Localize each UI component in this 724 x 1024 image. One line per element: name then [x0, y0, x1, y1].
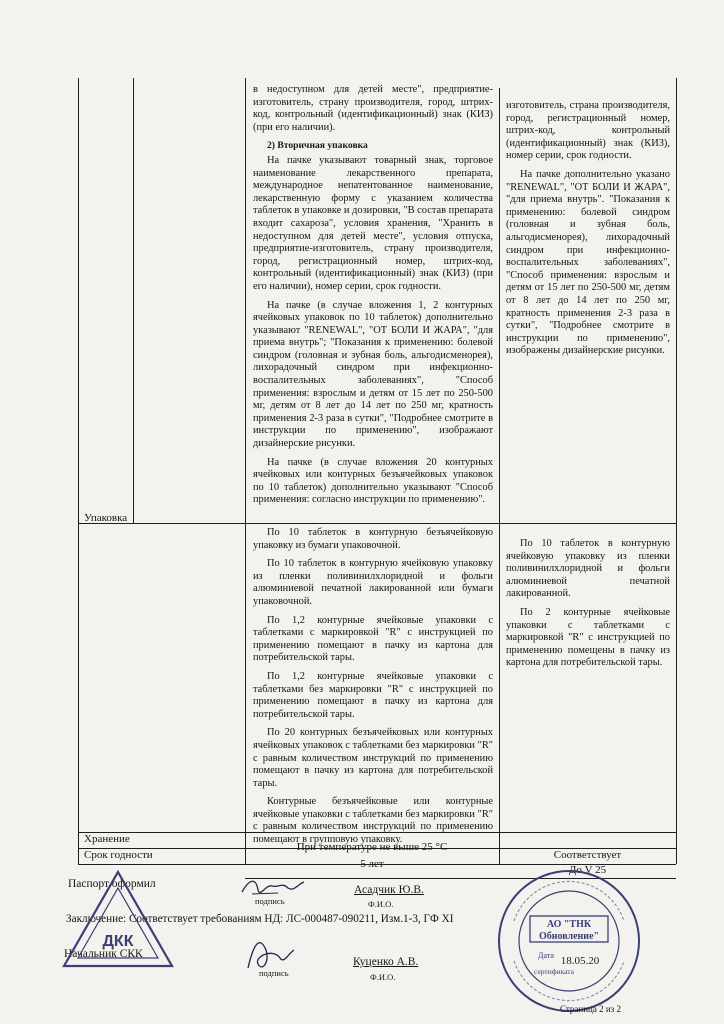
signer-2-fio-caption: Ф.И.О. [370, 972, 396, 982]
shelf-life-result: До V 25 [568, 864, 607, 876]
passport-issued-label: Паспорт оформил [68, 878, 156, 890]
company-seal [494, 866, 644, 1016]
labeling-requirement-paragraph: в недоступном для детей месте", предприятие-изготовитель, страну производителя, город, штрих-код, контрольный (идентификационный) знак (КИЗ) (при его наличии). [253, 84, 493, 133]
stamp-left-label: ДКК [102, 933, 134, 950]
packaging-requirement-paragraph: Контурные безъячейковые или контурные ячейковые упаковки с таблетками без маркировки "R" с равным количеством инструкций по применению помещают в групповую упаковку. [253, 796, 493, 846]
signer-1-fio-caption: Ф.И.О. [368, 899, 394, 909]
packaging-label: Упаковка [84, 512, 128, 524]
conclusion-text: Заключение: Соответствует требованиям НД: ЛС-000487-090211, Изм.1-3, ГФ XI [66, 913, 454, 925]
head-of-quality-label: Начальник СКК [64, 948, 143, 960]
packaging-requirement-paragraph: По 1,2 контурные ячейковые упаковки с таблетками с маркировкой "R" с инструкцией по применению помещают в пачку из картона для потребительской тары. [253, 614, 493, 664]
packaging-requirement-paragraph: По 10 таблеток в контурную ячейковую упаковку из пленки поливинилхлоридной и фольги алюминиевой печатной лакированной или бумаги упаковочной. [253, 558, 493, 607]
seal-cert-label: сертификата [534, 967, 574, 976]
signer-1-name: Асадчик Ю.В. [354, 884, 424, 896]
packaging-requirement-paragraph: По 1,2 контурные ячейковые упаковки с таблетками без маркировки "R" с инструкцией по применению помещают в пачку из картона для потребительской тары. [253, 670, 493, 720]
signature-2-caption: подпись [259, 968, 289, 978]
packaging-requirement-paragraph: По 20 контурных безъячейковых или контурных ячейковых упаковок с таблетками без маркировки "R" с равным количеством инструкций по применению помещают в пачку из картона для потребительской тары. [253, 727, 493, 789]
signature-1-caption: подпись [255, 896, 285, 906]
labeling-requirement-paragraph: На пачке (в случае вложения 20 контурных ячейковых или контурных безъячейковых упаковок по 10 таблеток) дополнительно указывают "Способ применения: согласно инструкции по применению". [253, 456, 493, 506]
labeling-result-paragraph: изготовитель, страна производителя, город, регистрационный номер, штрих-код, контрольный (идентификационный) знак (КИЗ), номер серии, срок годности. [506, 100, 670, 162]
table-divider-col1 [133, 78, 134, 523]
labeling-requirement-paragraph: На пачке указывают товарный знак, торговое наименование лекарственного препарата, международное непатентованное наименование, лекарственную форму с указанием количества таблеток в упаковке и дозировки, "В состав препарата входит сахароза", условия хранения, "Хранить в недоступном для детей месте", условия отпуска, предприятие-изготовитель, страну производителя, город, регистрационный номер, штрих-код, контрольный (идентификационный) знак (КИЗ) (при его наличии), номер серии, срок годности. [253, 154, 493, 292]
labeling-requirement-paragraph: 2) Вторичная упаковка [267, 140, 368, 152]
labeling-results-text [506, 100, 670, 380]
seal-line-2: Обновление" [538, 931, 600, 942]
packaging-requirements-text [253, 527, 493, 846]
packaging-requirement-paragraph: По 10 таблеток в контурную безъячейковую упаковку из бумаги упаковочной. [253, 527, 493, 551]
labeling-requirements-text [253, 84, 493, 516]
packaging-results-text [506, 538, 670, 678]
seal-date-value: 18.05.20 [560, 955, 600, 967]
packaging-result-paragraph: По 10 таблеток в контурную ячейковую упаковку из пленки поливинилхлоридной и фольги алюминиевой печатной лакированной. [506, 538, 670, 600]
storage-requirement: При температуре не выше 25 °С [296, 841, 448, 853]
table-divider-col2 [245, 78, 246, 864]
table-border-right [676, 78, 677, 864]
seal-date-label: Дата [538, 951, 554, 960]
packaging-result-paragraph: По 2 контурные ячейковые упаковки с таблетками с маркировкой "R" с инструкцией по применению помещены в пачку из картона для потребительской тары. [506, 606, 670, 669]
labeling-result-paragraph: На пачке дополнительно указано "RENEWAL", "ОТ БОЛИ И ЖАРА", "для приема внутрь". "Показания к применению: болевой синдром (головная и зубная боль, альгодисменорея), лихорадочный синдром при инфекционно-воспалительных заболеваниях", "Способ применения: взрослым и детям от 15 лет по 250-500 мг, детям от 8 лет до 14 лет по 250 мг, кратность применения 2-3 раза в сутки", "Подробнее смотрите в инструкции по применению", изображены дизайнерские рисунки. [506, 168, 670, 357]
storage-result: Соответствует [553, 849, 622, 861]
labeling-requirement-paragraph: На пачке (в случае вложения 1, 2 контурных ячейковых упаковок по 10 таблеток) дополнительно указывают "RENEWAL", "ОТ БОЛИ И ЖАРА", "для приема внутрь"; "Показания к применению: болевой синдром (головная и зубная боль, альгодисменорея), лихорадочный синдром при инфекционно-воспалительных заболеваниях", "Способ применения: взрослым и детям от 15 лет по 250-500 мг, детям от 8 лет до 14 лет по 250 мг, кратность применения 2-3 раза в сутки", "Подробнее смотрите в инструкции по применению", изображают дизайнерские рисунки. [253, 299, 493, 450]
shelf-life-label: Срок годности [84, 849, 153, 861]
page-number: Страница 2 из 2 [560, 1004, 621, 1014]
signer-2-name: Куценко А.В. [353, 956, 419, 968]
table-border-left [78, 78, 79, 864]
row-divider-packaging [78, 523, 676, 524]
shelf-life-requirement: 5 лет [360, 858, 384, 870]
table-divider-col3 [499, 88, 500, 864]
quality-control-stamp [58, 866, 178, 976]
storage-label: Хранение [84, 833, 130, 845]
seal-line-1: АО "ТНК [546, 919, 592, 930]
